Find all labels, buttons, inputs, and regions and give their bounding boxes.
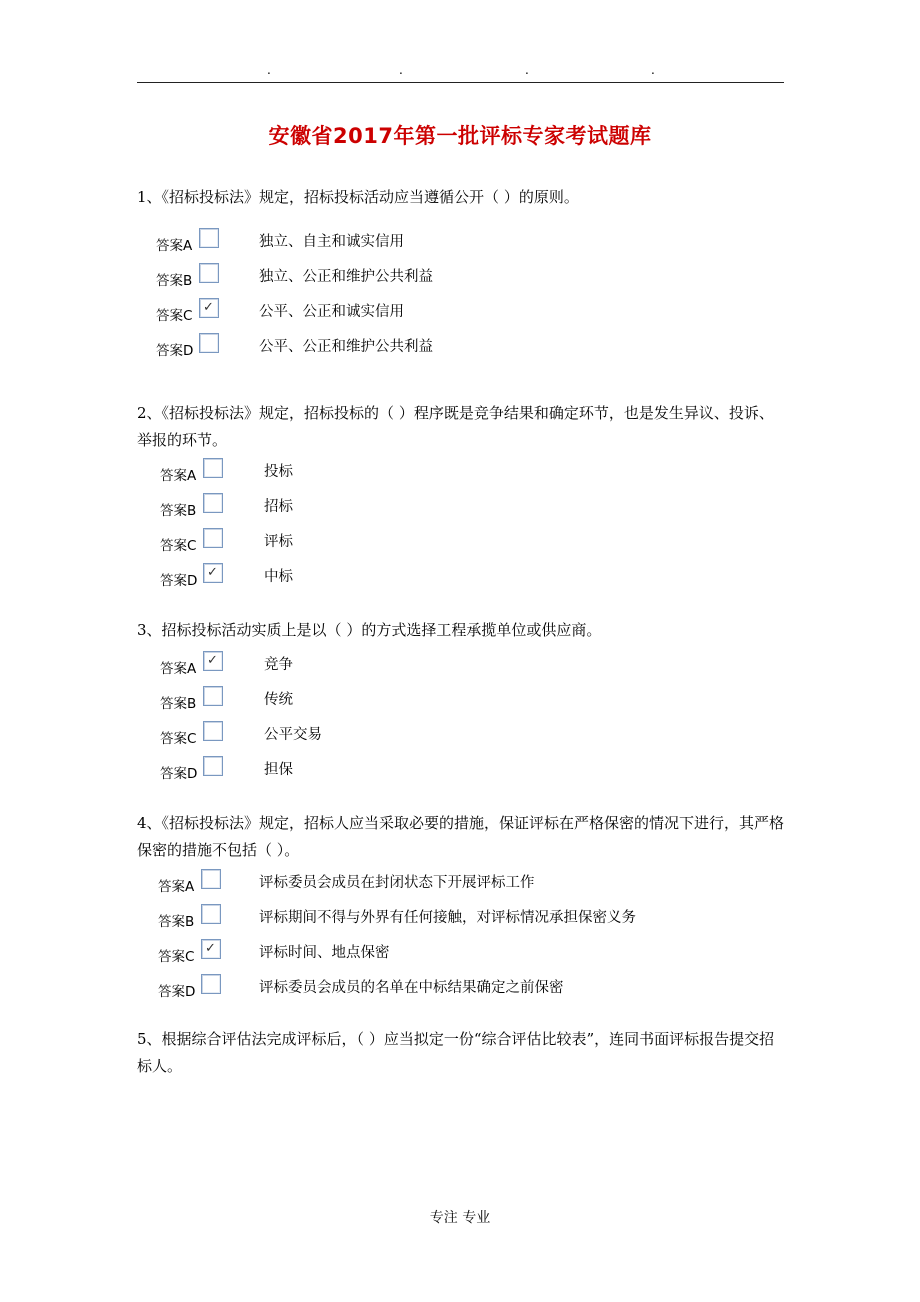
checkbox[interactable]	[203, 721, 223, 741]
option-label: 答案A	[156, 238, 193, 254]
option-label: 答案B	[160, 696, 197, 712]
checkbox[interactable]	[203, 686, 223, 706]
checkbox[interactable]	[199, 333, 219, 353]
question-4-text: 4、《招标投标法》规定，招标人应当采取必要的措施，保证评标在严格保密的情况下进行，其严格保密的措施不包括（ ）。	[137, 814, 785, 859]
option-text: 投标	[264, 464, 293, 480]
option-label: 答案C	[158, 949, 195, 965]
option-label: 答案D	[160, 573, 198, 589]
checkbox[interactable]	[201, 869, 221, 889]
option-text: 独立、公正和维护公共利益	[259, 269, 433, 285]
option-text: 评标委员会成员在封闭状态下开展评标工作	[259, 875, 535, 891]
option-label: 答案D	[156, 343, 194, 359]
checkbox[interactable]	[201, 939, 221, 959]
option-text: 中标	[264, 569, 293, 585]
question-3-text: 3、招标投标活动实质上是以（ ）的方式选择工程承揽单位或供应商。	[137, 621, 602, 639]
option-label: 答案D	[160, 766, 198, 782]
checkbox[interactable]	[203, 458, 223, 478]
checkbox[interactable]	[199, 228, 219, 248]
option-label: 答案B	[160, 503, 197, 519]
option-text: 独立、自主和诚实信用	[259, 234, 404, 250]
checkbox[interactable]	[203, 563, 223, 583]
checkbox[interactable]	[203, 528, 223, 548]
option-text: 评标期间不得与外界有任何接触，对评标情况承担保密义务	[259, 910, 636, 926]
question-5-text: 5、根据综合评估法完成评标后，（ ）应当拟定一份“综合评估比较表”，连同书面评标报告提交招标人。	[137, 1030, 775, 1075]
checkbox[interactable]	[203, 651, 223, 671]
header-dot: .	[651, 63, 655, 77]
checkbox[interactable]	[199, 298, 219, 318]
checkbox[interactable]	[201, 974, 221, 994]
page-footer: 专注 专业	[429, 1210, 491, 1226]
option-label: 答案A	[160, 661, 197, 677]
header-dot: .	[399, 63, 403, 77]
page-title: 安徽省2017年第一批评标专家考试题库	[268, 124, 652, 148]
header-dots	[137, 62, 784, 78]
checkbox[interactable]	[201, 904, 221, 924]
option-label: 答案C	[160, 731, 197, 747]
option-text: 担保	[264, 762, 293, 778]
check-icon: ✓	[207, 565, 218, 580]
header-dot: .	[267, 63, 271, 77]
option-label: 答案A	[158, 879, 195, 895]
option-text: 公平、公正和维护公共利益	[259, 339, 433, 355]
option-text: 传统	[264, 692, 293, 708]
option-label: 答案C	[160, 538, 197, 554]
option-text: 评标时间、地点保密	[259, 945, 390, 961]
header-rule	[137, 82, 784, 83]
option-label: 答案B	[158, 914, 195, 930]
checkbox[interactable]	[203, 493, 223, 513]
option-label: 答案B	[156, 273, 193, 289]
option-text: 竞争	[264, 657, 293, 673]
question-2-text: 2、《招标投标法》规定，招标投标的（ ）程序既是竞争结果和确定环节，也是发生异议、投诉、举报的环节。	[137, 404, 774, 449]
option-label: 答案D	[158, 984, 196, 1000]
option-text: 评标	[264, 534, 293, 550]
option-text: 公平交易	[264, 727, 322, 743]
check-icon: ✓	[207, 653, 218, 668]
question-1-text: 1、《招标投标法》规定，招标投标活动应当遵循公开（ ）的原则。	[137, 188, 579, 206]
option-text: 招标	[264, 499, 293, 515]
checkbox[interactable]	[199, 263, 219, 283]
option-label: 答案A	[160, 468, 197, 484]
option-text: 公平、公正和诚实信用	[259, 304, 404, 320]
header-dot: .	[525, 63, 529, 77]
option-label: 答案C	[156, 308, 193, 324]
check-icon: ✓	[203, 300, 214, 315]
option-text: 评标委员会成员的名单在中标结果确定之前保密	[259, 980, 564, 996]
check-icon: ✓	[205, 941, 216, 956]
checkbox[interactable]	[203, 756, 223, 776]
